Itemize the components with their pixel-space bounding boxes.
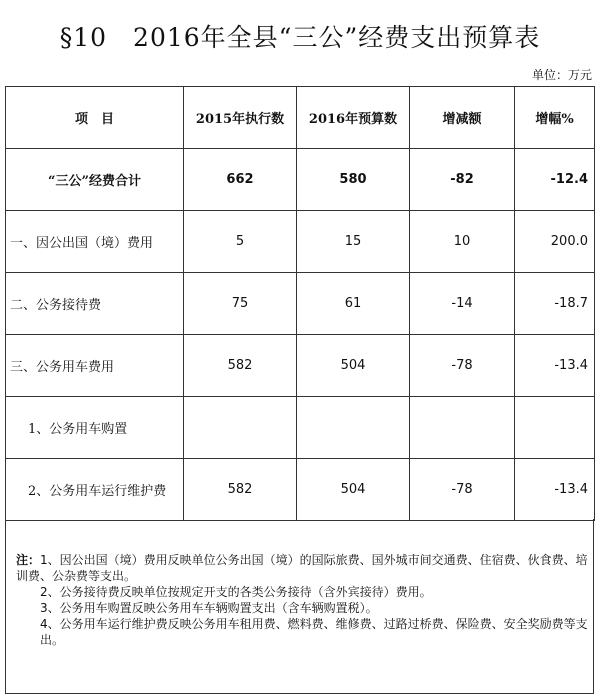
row-value-2015: 662 [184, 149, 297, 211]
row-value-pct: 200.0 [515, 211, 595, 273]
row-value-2016: 580 [297, 149, 410, 211]
row-item-label: 1、公务用车购置 [6, 397, 184, 459]
row-value-change: -78 [410, 459, 515, 521]
budget-table [5, 86, 595, 521]
column-header-pct: 增幅% [515, 87, 595, 149]
row-value-change: -82 [410, 149, 515, 211]
row-value-change [410, 397, 515, 459]
row-value-change: 10 [410, 211, 515, 273]
row-value-2016: 15 [297, 211, 410, 273]
column-header-2015: 2015年执行数 [184, 87, 297, 149]
row-value-2015: 75 [184, 273, 297, 335]
row-value-2015: 5 [184, 211, 297, 273]
table-row [6, 273, 595, 335]
column-header-item: 项 目 [6, 87, 184, 149]
table-row-total [6, 149, 595, 211]
row-item-label: 三、公务用车费用 [6, 335, 184, 397]
row-value-2016: 61 [297, 273, 410, 335]
row-item-label: 2、公务用车运行维护费 [6, 459, 184, 521]
notes-box [5, 519, 594, 694]
row-value-pct: -13.4 [515, 335, 595, 397]
row-value-pct: -18.7 [515, 273, 595, 335]
row-item-label: “三公”经费合计 [6, 149, 184, 211]
row-item-label: 一、因公出国（境）费用 [6, 211, 184, 273]
note-item: 4、公务用车运行维护费反映公务用车租用费、燃料费、维修费、过路过桥费、保险费、安全奖励费等支出。 [40, 617, 588, 647]
note-item: 2、公务接待费反映单位按规定开支的各类公务接待（含外宾接待）费用。 [40, 585, 432, 599]
notes-lead: 注： [16, 553, 41, 567]
column-header-2016: 2016年预算数 [297, 87, 410, 149]
table-row [6, 397, 595, 459]
row-value-2016: 504 [297, 459, 410, 521]
table-row [6, 335, 595, 397]
note-item [16, 552, 591, 584]
row-value-2016 [297, 397, 410, 459]
note-item: 3、公务用车购置反映公务用车车辆购置支出（含车辆购置税）。 [40, 601, 378, 615]
page-title: §10 2016年全县“三公”经费支出预算表 [59, 23, 541, 52]
note-text: 1、因公出国（境）费用反映单位公务出国（境）的国际旅费、国外城市间交通费、住宿费、伙食费、培训费、公杂费等支出。 [16, 553, 588, 583]
table-row [6, 459, 595, 521]
notes [16, 552, 591, 648]
row-value-change: -78 [410, 335, 515, 397]
column-header-change: 增减额 [410, 87, 515, 149]
table-row [6, 211, 595, 273]
table-header-row [6, 87, 595, 149]
unit-label: 单位：万元 [531, 68, 592, 82]
row-value-2015: 582 [184, 459, 297, 521]
row-value-pct: -13.4 [515, 459, 595, 521]
row-value-change: -14 [410, 273, 515, 335]
row-value-2015 [184, 397, 297, 459]
row-value-pct [515, 397, 595, 459]
row-item-label: 二、公务接待费 [6, 273, 184, 335]
row-value-2016: 504 [297, 335, 410, 397]
row-value-pct: -12.4 [515, 149, 595, 211]
row-value-2015: 582 [184, 335, 297, 397]
